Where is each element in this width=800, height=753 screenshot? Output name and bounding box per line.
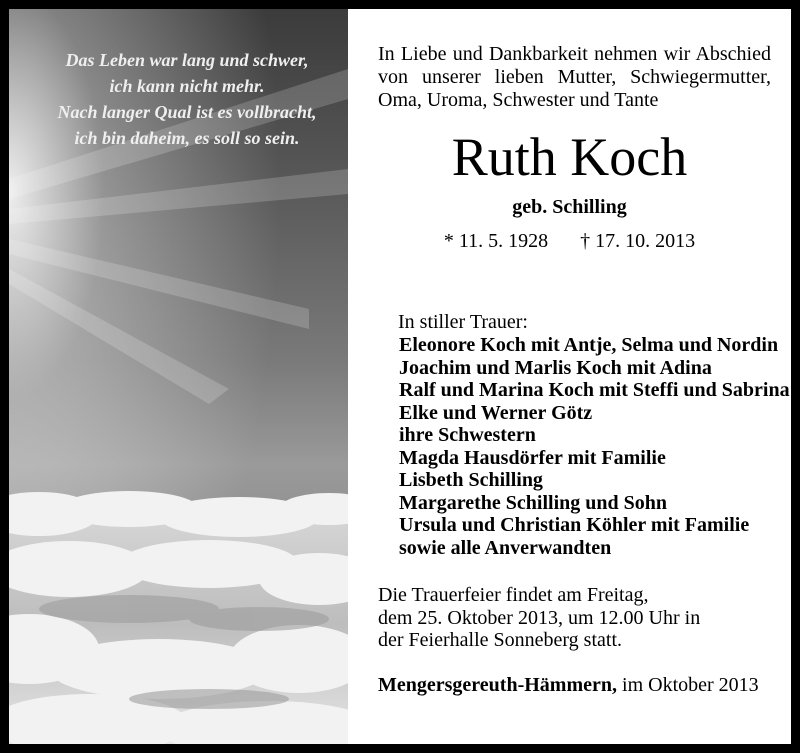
death-date: † 17. 10. 2013 — [580, 230, 696, 252]
poem-line: ich bin daheim, es soll so sein. — [74, 128, 300, 148]
list-item: Ursula und Christian Köhler mit Familie — [399, 514, 750, 536]
list-item: Ralf und Marina Koch mit Steffi und Sabrina — [399, 379, 790, 401]
funeral-line: Die Trauerfeier findet am Freitag, — [378, 584, 649, 606]
maiden-name: geb. Schilling — [512, 196, 627, 218]
poem-line: ich kann nicht mehr. — [109, 76, 265, 96]
list-item: Margarethe Schilling und Sohn — [399, 491, 668, 514]
place-name: Mengersgereuth-Hämmern, — [378, 674, 618, 696]
sky-clouds-image — [9, 9, 348, 744]
place-date: im Oktober 2013 — [622, 674, 759, 696]
notice-text-column — [348, 9, 791, 744]
poem — [37, 47, 337, 151]
poem-line: Nach langer Qual ist es vollbracht, — [57, 102, 317, 122]
list-item: ihre Schwestern — [399, 424, 536, 446]
list-item: Lisbeth Schilling — [399, 469, 543, 491]
list-item: Joachim und Marlis Koch mit Adina — [399, 356, 712, 379]
life-dates — [348, 230, 791, 253]
place-and-date — [378, 674, 759, 697]
list-item: Elke und Werner Götz — [399, 401, 593, 424]
mourners-list — [399, 334, 790, 559]
list-item: Magda Hausdörfer mit Familie — [399, 446, 666, 469]
mourning-label: In stiller Trauer: — [398, 311, 528, 333]
intro-text: In Liebe und Dankbarkeit nehmen wir Abschied von unserer lieben Mutter, Schwiegermutter, Oma, Uroma, Schwester und Tante — [378, 43, 771, 111]
funeral-line: der Feierhalle Sonneberg statt. — [378, 629, 623, 651]
birth-date: * 11. 5. 1928 — [443, 230, 549, 252]
list-item: Eleonore Koch mit Antje, Selma und Nordin — [399, 334, 779, 356]
funeral-line: dem 25. Oktober 2013, um 12.00 Uhr in — [378, 606, 701, 629]
funeral-info — [378, 584, 700, 652]
poem-line: Das Leben war lang und schwer, — [65, 50, 309, 70]
deceased-name: Ruth Koch — [451, 127, 688, 187]
list-item: sowie alle Anverwandten — [399, 536, 612, 559]
